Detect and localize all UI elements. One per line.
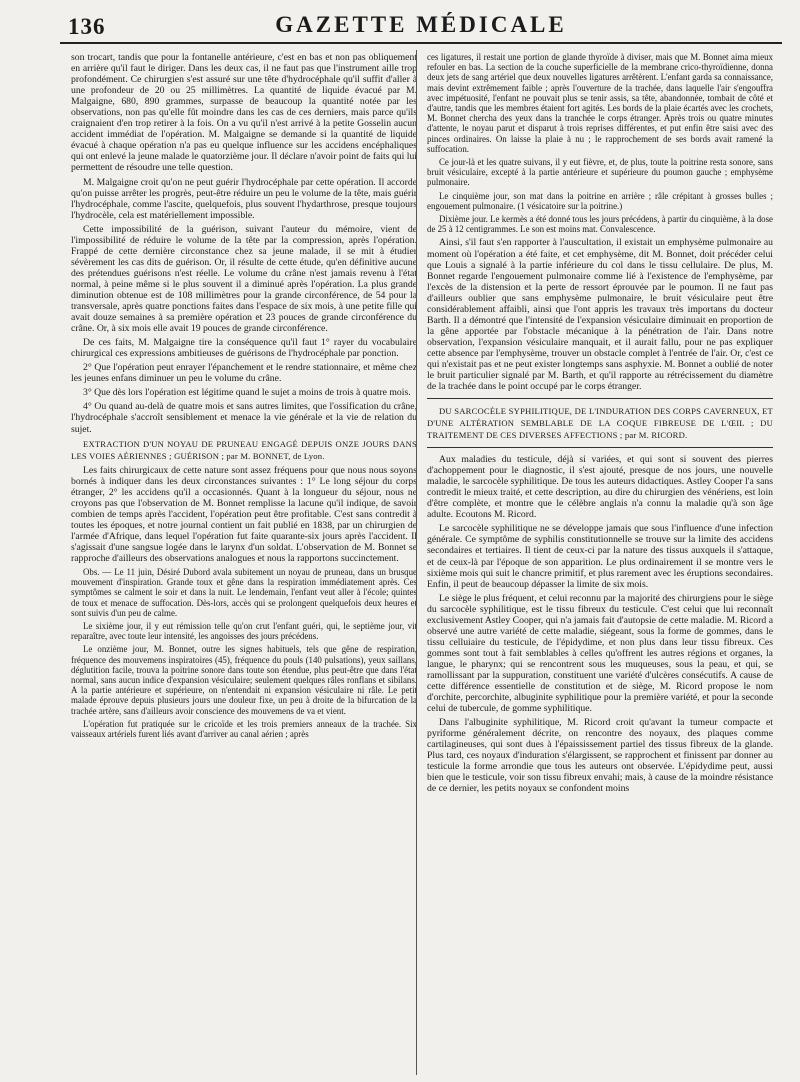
paragraph: 3° Que dès lors l'opération est légitime quand le sujet a moins de trois à quatre mois. <box>83 387 411 399</box>
observation-paragraph: Dixième jour. Le kermès a été donné tous les jours précédens, à partir du cinquième, à la dose de 25 à 12 centigrammes. Le son est moins mat. Convalescence. <box>427 214 773 235</box>
left-column <box>71 52 417 742</box>
paragraph: Le siège le plus fréquent, et celui reconnu par la majorité des chirurgiens pour le siège du sarcocèle syphilitique, est le tissu fibreux du testicule. C'est celui que lui reconnaît exclusivement Astley Cooper, qui n'a jamais fait d'autopsie de cette maladie. M. Ricord a observé une autre variété de cette maladie, siégeant, sous la forme de gommes, dans le tissu celluiaire du testicule, de l'épidydime, et non plus dans leur tissu fibreux. Ces gommes sont tout à fait semblables à celles qu'offrent les autres régions et organes, la langue, le pharynx; qui se rencontrent sous les muqueuses, sous la peau, et qui, se ramollissant par la suppuration, constituent une variété d'ulcères consécutifs. A cause de cette différence essentielle de constitution et de siège, M. Ricord propose le nom d'orchite, percorchite, albuginite syphilitique pour la première variété, et pour la seconde celui de tubercule, de gomme syphilitique. <box>427 592 773 715</box>
column-divider <box>416 50 417 1075</box>
paragraph: Aux maladies du testicule, déjà si variées, et qui sont si souvent des pierres d'achoppement pour le diagnostic, il s'est ajouté, presque de nos jours, une nouvelle maladie, le sarcocèle syphilitique. De tous les auteurs didactiques. Astley Cooper l'a sans contredit le mieux traité, et cette description, au dire du chirurgien des vénériens, est loin d'être complète, et montre que le célèbre anglais n'a connu la maladie qu'à son âge adulte. Ecoutons M. Ricord. <box>427 454 773 521</box>
paragraph: Le sarcocèle syphilitique ne se développe jamais que sous l'influence d'une infection générale. Ce symptôme de syphilis constitutionnelle se trouve sur la limite des accidens secondaires et tertiaires. Il tient de ceux-ci par la nature des tissus auxquels il s'attaque, et de ceux-là par l'époque de son apparition. Le plus ordinairement il se montre vers le sixième mois qui suit le chancre primitif, et plus rarement avec les éruptions secondaires. Enfin, il peut de beaucoup dépasser la limite de six mois. <box>427 523 773 590</box>
section-rule <box>427 398 773 399</box>
observation-paragraph: Le onzième jour, M. Bonnet, outre les signes habituels, tels que gêne de respiration, fréquence des mouvemens inspiratoires (45), fréquence du pouls (140 pulsations), yeux saillans, déglutition facile, trouva la poitrine sonore dans toute son étendue, plus peut-être que dans l'état normal, sans aucun indice d'expansion vésiculaire; seulement quelques râles ronflans et sibilans. A la partie antérieure et supérieure, on n'entendait ni expansion vésiculaire ni râle. Le petit malade éprouve depuis plusieurs jours une douleur fixe, un peu à droite de la bifurcation de la trachée artère, sans d'ailleurs avoir conscience des mouvemens de va et vient. <box>71 644 417 716</box>
paragraph: son trocart, tandis que pour la fontanelle antérieure, c'est en bas et non pas obliquement en arrière qu'il faut le diriger. Dans les deux cas, il ne faut pas que l'instrument aille trop profondément. Ce chirurgien s'est assuré sur une tête d'hydrocéphale qu'il suffit d'aller à une profondeur de 20 ou 25 millimètres. La quantité de liquide évacué par M. Malgaigne, 680, 890 grammes, surpasse de beaucoup la quantité notée par les observations, non pas qu'elle fût moindre dans les cas de ces derniers, mais parce qu'ils craignaient d'en trop retirer à la fois. On a vu qu'il n'est arrivé à la petite Gosselin aucun accident immédiat de l'opération. M. Malgaigne se demande si la quantité de liquide évacué à chaque opération n'a pas eu quelque influence sur les accidens encéphaliques qui ont enlevé la jeune malade le quatorzième jour. Il déclare n'avoir point de faits qui lui permettent de résoudre une telle question. <box>71 52 417 174</box>
observation-paragraph: Le cinquième jour, son mat dans la poitrine en arrière ; râle crépitant à grosses bulles ; engouement pulmonaire. (1 vésicatoire sur la poitrine.) <box>427 190 773 211</box>
journal-title: GAZETTE MÉDICALE <box>275 12 567 37</box>
paragraph: Les faits chirurgicaux de cette nature sont assez fréquens pour que nous nous soyons bornés à indiquer dans les deux circonstances suivantes : 1° Le long séjour du corps étranger, 2° les accidens qu'il a occasionnés. Quant à la longueur du séjour, nous ne croyons pas que l'observation de M. Bonnet remplisse la lacune qu'il indique, de savoir combien de temps après l'accident, l'opération peut être profitable. C'est sans contredit à toutes les époques, et notre journal contient un fait publié en 1838, par un chirurgien de l'armée d'Afrique, dans lequel l'opération fut faite quarante-six jours après l'accident. Il s'agissait d'une sangsue logée dans le larynx d'un soldat. L'observation de M. Bonnet se rapproche d'ailleurs des observations analogues et nous la rapportons succinctement. <box>71 464 417 564</box>
page-header <box>60 8 782 44</box>
paragraph: Dans l'albuginite syphilitique, M. Ricord croit qu'avant la tumeur compacte et pyriforme généralement décrite, on rencontre des noyaux, des plaques comme cartilagineuses, qui sont dues à l'épaississement partiel des tissus fibreux de la glande. Plus tard, ces noyaux d'induration s'élargissent, se rapprochent et finissent par donner au testicule la forme arrondie que tous les auteurs ont observée. L'épidydime peut, aussi bien que le testicule, voir son tissu fibreux envahi; mais, à cause de la moindre résistance de ce dernier, les petits noyaux se confondent moins <box>427 717 773 795</box>
paragraph: 4° Ou quand au-delà de quatre mois et sans autres limites, que l'ossification du crâne, l'hydrocéphale s'accroît sensiblement et menace la vie générale et la vie de relation du sujet. <box>71 401 417 435</box>
observation-paragraph: L'opération fut pratiquée sur le cricoïde et les trois premiers anneaux de la trachée. Six vaisseaux artériels furent liés avant d'arriver au canal aérien ; après <box>71 718 417 740</box>
article-title: DU SARCOCÈLE SYPHILITIQUE, DE L'INDURATION DES CORPS CAVERNEUX, ET D'UNE ALTÉRATION SEMBLABLE DE LA COQUE FIBREUSE DE L'ŒIL ; DU TRAITEMENT DE CES DIVERSES AFFECTIONS ; par M. RICORD. <box>427 406 773 441</box>
observation-paragraph: Ce jour-là et les quatre suivans, il y eut fièvre, et, de plus, toute la poitrine resta sonore, sans bruit vésiculaire, excepté à la partie antérieure et supérieure du poumon gauche ; emphysème pulmonaire. <box>427 157 773 188</box>
observation-paragraph: Obs. — Le 11 juin, Désiré Dubord avala subitement un noyau de pruneau, dans un brusque mouvement d'inspiration. Grande toux et gêne dans la respiration immédiatement après. Ces symptômes se calment le soir et dans la nuit. Le lendemain, l'enfant veut aller à l'école; quintes de toux et menace de suffocation. Dès-lors, accès qui se prolongent quelquefois deux heures et sont suivis d'un peu de calme. <box>71 566 417 618</box>
section-rule <box>427 447 773 448</box>
article-title: EXTRACTION D'UN NOYAU DE PRUNEAU ENGAGÉ DEPUIS ONZE JOURS DANS LES VOIES AÉRIENNES ; GUÉRISON ; par M. BONNET, de Lyon. <box>71 438 417 461</box>
observation-paragraph: ces ligatures, il restait une portion de glande thyroïde à diviser, mais que M. Bonnet aima mieux refouler en bas. La section de la couche superficielle de la membrane crico-thyroïdienne, donna deux jets de sang artériel que deux nouvelles ligatures arrêtèrent. L'enfant garda sa connaissance, mais devint extrêmement faible ; après l'ouverture de la trachée, dans laquelle l'air s'engouffra avec impétuosité, l'enfant ne pouvait plus se tenir assis, sa tête, abandonnée, tombait de côté et d'autre, tandis que les membres étaient fort agités. Les bords de la plaie écartés avec les crochets, M. Bonnet chercha des yeux dans la tranchée le corps étranger. Après trois ou quatre minutes d'attente, le noyau parut et disparut à trois reprises différentes, et put enfin être saisi avec des pinces ordinaires. On laisse la plaie à nu ; le rapprochement de ses bords avait ramené la suffocation. <box>427 52 773 154</box>
observation-paragraph: Le sixième jour, il y eut rémission telle qu'on crut l'enfant guéri, qui, le septième jour, vit reparaître, avec toute leur intensité, les angoisses des jours précédens. <box>71 620 417 642</box>
paragraph: M. Malgaigne croit qu'on ne peut guérir l'hydrocéphale par cette opération. Il accorde qu'on puisse arrêter les progrès, peut-être réduire un peu le volume de la tête, mais guérir l'hydrocéphale, comme l'ascite, quelquefois, plus souvent l'hydarthrose, presque toujours l'hydrocèle, cela est matériellement impossible. <box>71 176 417 221</box>
page-number: 136 <box>68 14 106 39</box>
right-column <box>427 52 773 798</box>
paragraph: Ainsi, s'il faut s'en rapporter à l'auscultation, il existait un emphysème pulmonaire au moment où l'opération a été faite, et cet emphysème, dit M. Bonnet, doit précéder celui que Louis a signalé à la partie inférieure du col dans le tissu cellulaire. De plus, M. Bonnet regarde l'engouement pulmonaire comme lié à l'existence de l'emphysème, par l'excès de la distension et la perte de ressort éprouvée par le poumon. Il ne faut pas d'ailleurs oublier que sans emphysème pulmonaire, le bruit vésiculaire peut être considérablement affaibli, ainsi que l'ont appris les travaux très importans du docteur Barth. Il a démontré que l'intensité de l'expansion vésiculaire diminuait en proportion de la gêne apportée par l'obstacle mécanique à la pénétration de l'air. Dans notre observation, l'expansion vésiculaire manquait, et il aurait fallu, pour ne pas expliquer cette absence par l'emphysème, trouver un obstacle complet à l'entrée de l'air. Or, c'est ce qui n'existait pas et ne peut exister longtemps sans asphyxie. M. Bonnet a oublié de noter le bruit particulier signalé par M. Barth, et qu'il rapporte au rétrécissement du diamètre de la trachée dans le point occupé par le corps étranger. <box>427 237 773 393</box>
paragraph: 2° Que l'opération peut enrayer l'épanchement et le rendre stationnaire, et même chez les jeunes enfans diminuer un peu le volume du crâne. <box>71 362 417 385</box>
paragraph: Cette impossibilité de la guérison, suivant l'auteur du mémoire, vient de l'impossibilité de réduire le volume de la tête par la compression, après l'opération. Frappé de cette dernière circonstance chez sa jeune malade, il se mit à étudier sévèrement les cas dits de guérison. Or, il résulte de cette étude, qu'en définitive aucune des prétendues guérisons n'est réelle. Le volume du crâne n'est jamais revenu à l'état normal, à peine même si le plus souvent il a diminué après l'opération. La plus grande diminution obtenue est de 108 millimètres pour la grande circonférence, de 54 pour la transversale, après quatre ponctions faites dans l'espace de six mois, à une petite fille qui avait douze semaines à sa première opération et 23 pouces de grande circonférence du crâne. Or, à six mois elle avait 19 pouces de grande circonférence. <box>71 223 417 335</box>
paragraph: De ces faits, M. Malgaigne tire la conséquence qu'il faut 1° rayer du vocabulaire chirurgical ces expressions ambitieuses de guérisons de l'hydrocéphale par ponction. <box>71 337 417 360</box>
